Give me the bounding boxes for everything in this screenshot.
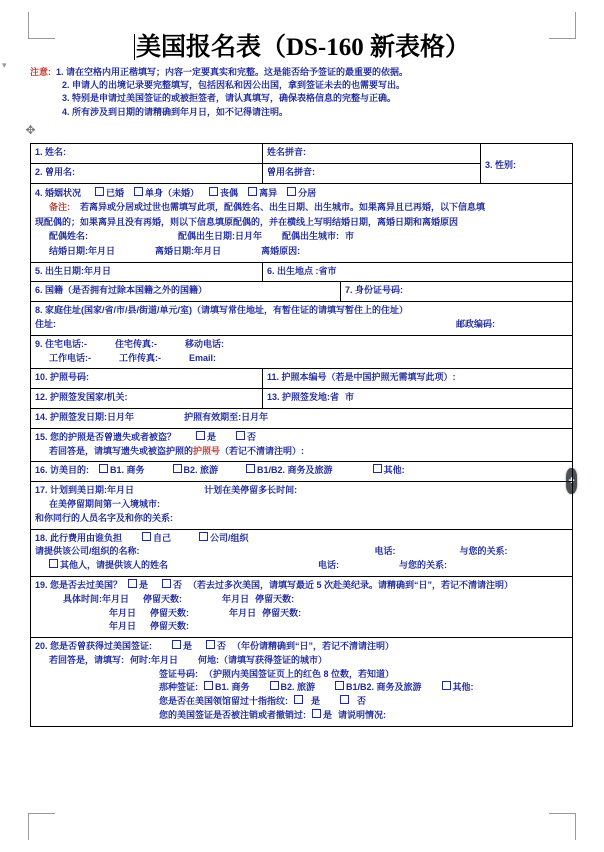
passport-lost-detail-line [35,445,568,459]
checkbox-married[interactable] [95,187,104,196]
u-v2d: 日 [240,593,250,604]
label-visa-no: 签证号码: [159,668,198,679]
label-companions: 和你同行的人员名字及和你的关系: [35,512,173,523]
spouse-line [35,229,568,244]
table-row-previous-visits [31,576,573,637]
cell-previous-visa[interactable] [31,638,573,727]
dash-2: - [154,338,158,349]
cell-issue-place[interactable] [263,389,573,409]
label-stay-4: 停留天数: [262,607,302,618]
option-visa-type-b1: B1. 商务 [215,682,250,693]
notice-item-3: 3. 特别是申请过美国签证的或被拒签者，请认真填写，确保表格信息的完整与正确。 [62,93,397,104]
cell-gender[interactable] [481,144,573,184]
label-marry-date: 结婚日期: [49,245,88,256]
label-address-title: 8. 家庭住址(国家/省/市/县/街道/单元/室)（请填写常住地址，有暂住证的请填写暂住上的住址） [35,305,409,316]
checkbox-purpose-b1[interactable] [99,464,108,473]
option-visa-type-other: 其他: [452,682,474,693]
label-first-city: 在美停留期间第一入境城市: [49,498,160,509]
label-marital: 4. 婚姻状况 [35,187,82,198]
label-stay-1: 停留天数: [143,593,183,604]
label-sponsor-q: 18. 此行费用由谁负担 [35,532,123,543]
option-divorced: 离异 [259,187,278,198]
u-v3m: 月 [118,607,128,618]
u-vy: 年 [151,654,161,665]
label-divorce-date: 离婚日期: [155,245,195,256]
label-other-phone: 电话: [318,560,340,571]
table-row-nationality [31,282,573,302]
option-visa-type-b2: B2. 旅游 [280,682,316,693]
sponsor-other-line [35,559,568,573]
label-company-relation: 与您的关系: [459,546,508,557]
cell-marital[interactable] [31,183,573,262]
checkbox-purpose-b1b2[interactable] [246,464,255,473]
label-spouse-name: 配偶姓名: [49,231,88,242]
cell-address[interactable] [31,302,573,336]
checkbox-visa-no[interactable] [206,640,215,649]
u-v3y: 年 [109,607,119,618]
option-lost-yes: 是 [207,431,217,442]
label-alias: 2. 曾用名: [35,166,76,177]
unit-marry-m: 月 [97,245,107,256]
table-row-passport-issue [31,389,573,409]
unit-issue-m: 月 [116,411,126,422]
select-arrow-icon: ▾ [2,60,7,70]
label-visa-where: 何地: [198,654,220,665]
option-widowed: 丧偶 [220,187,239,198]
unit-issue-y: 年 [125,411,135,422]
visit-record-line-3 [35,620,568,634]
table-row-previous-visa [31,638,573,727]
checkbox-visa-type-b1b2[interactable] [335,681,344,690]
option-fingerprint-no: 否 [357,696,367,707]
application-form-table [30,143,573,727]
table-row-marital [31,183,573,262]
option-purpose-b1b2: B1/B2. 商务及旅游 [257,465,333,476]
label-gender: 3. 性别: [485,160,517,170]
notice-item-1: 1. 请在空格内用正楷填写；内容一定要真实和完整。这是能否给予签证的最重要的依据。 [56,67,409,77]
u-v1m: 月 [111,593,121,604]
label-revoked-q: 您的美国签证是否被注销或者撤销过: [159,710,306,721]
u-v2y: 年 [222,593,232,604]
unit-city-spouse: 市 [345,231,355,242]
label-passport-book-no: 11. 护照本编号（若是中国护照无需填写此项）: [267,372,456,383]
label-explain: 请说明情况: [338,710,387,721]
u-v4y: 年 [229,607,239,618]
checkbox-revoked-yes[interactable] [312,709,321,718]
checkbox-purpose-other[interactable] [373,464,382,473]
option-visa-type-b1b2: B1/B2. 商务及旅游 [346,682,422,693]
u-v3d: 日 [127,607,137,618]
u-v4d: 日 [247,607,257,618]
page-title-text: 美国报名表（DS-160 新表格） [135,34,471,61]
cell-previous-visits[interactable] [31,576,573,637]
label-name-pinyin: 姓名拼音: [267,147,307,157]
unit-birth-d: 日 [102,265,112,276]
table-row-sponsor [31,529,573,576]
visa-number-line [35,668,568,682]
unit-issue-city: 市 [345,392,355,403]
marital-remark-line-2 [35,215,568,230]
label-visa-q: 20. 您是否曾获得过美国签证: [35,641,153,652]
label-visit-detail: 具体时间: [63,593,102,604]
table-row-purpose [31,462,573,482]
contact-line-1 [35,338,568,352]
table-row-contact [31,335,573,369]
remark-text-1: 若离异或分居或过世也需填写此项，配偶姓名、出生日期、出生城市。如果离异且已再婚，以下信息填 [80,202,486,213]
checkbox-sponsor-self[interactable] [142,532,151,541]
cell-name-pinyin[interactable] [263,144,481,164]
option-sponsor-other: 其他人，请提供该人的姓名 [60,560,169,571]
unit-province: 省 [318,265,328,276]
u-vd: 日 [169,654,179,665]
label-passport-no: 10. 护照号码: [35,372,90,383]
cell-id-number[interactable] [341,282,573,302]
unit-plan-y: 年 [107,485,117,496]
unit-issue-d: 日 [107,411,117,422]
page-title [0,27,604,63]
plus-handle-icon[interactable]: + [566,468,577,494]
label-spouse-city: 配偶出生城市: [282,231,340,242]
option-single: 单身（未婚） [145,187,200,198]
u-v5y: 年 [109,621,119,632]
label-stay-2: 停留天数: [255,593,295,604]
table-row-travel-plan [31,482,573,529]
checkbox-lost-no[interactable] [236,431,245,440]
label-purpose: 16. 访美目的: [35,465,90,476]
checkbox-visited-yes[interactable] [128,579,137,588]
margin-corner-bottom-left [28,813,55,840]
label-issue-date: 14. 护照签发日期: [35,411,108,422]
u-v4m: 月 [238,607,248,618]
cell-sponsor[interactable] [31,529,573,576]
label-visa-if-yes: 若回答是，请填写: [49,654,124,665]
cell-purpose[interactable] [31,462,573,482]
checkbox-fingerprint-no[interactable] [340,695,349,704]
u-v1d: 日 [120,593,130,604]
checkbox-visited-no[interactable] [162,579,171,588]
cell-name[interactable] [31,144,263,164]
visa-when-where-line [35,654,568,668]
label-stay-5: 停留天数: [150,621,190,632]
cell-nationality[interactable] [31,282,341,302]
u-v2m: 月 [231,593,241,604]
label-lost-passport-no: 护照号 [193,445,221,456]
unit-birth-y: 年 [84,265,94,276]
checkbox-widowed[interactable] [209,187,218,196]
first-city-line [35,498,568,512]
unit-issue-province: 省 [330,392,340,403]
u-v1y: 年 [102,593,112,604]
dash-4: - [158,352,161,363]
option-visa-yes: 是 [183,641,193,652]
unit-marry-y: 年 [88,245,98,256]
u-v5d: 日 [127,621,137,632]
label-company-name: 请提供该公司/组织的名称: [35,546,140,557]
unit-day-spouse: 日 [235,231,245,242]
option-purpose-other: 其他: [383,465,405,476]
checkbox-visa-type-b2[interactable] [270,681,279,690]
visa-type-line [35,681,568,695]
visit-record-line-1 [35,593,568,607]
cell-alias-pinyin[interactable] [263,163,481,183]
label-other-relation: 与您的关系: [399,560,448,571]
cell-birth-place[interactable] [263,262,573,282]
unit-div-m: 月 [203,245,213,256]
table-row-birth [31,262,573,282]
label-nationality: 6. 国籍（是否拥有过除本国籍之外的国籍） [35,285,208,296]
unit-exp-m: 月 [250,411,260,422]
label-mobile: 移动电话: [185,338,225,349]
label-lost-sub-b: （若记不清请注明）: [220,445,305,456]
label-stay-3: 停留天数: [150,607,190,618]
option-visa-no: 否 [217,641,227,652]
unit-plan-d: 日 [125,485,135,496]
fingerprint-line [35,695,568,709]
remark-text-2: 现配偶的；如果离异且没有再婚，则以下信息填原配偶的，并在横线上写明结婚日期，离婚日期和离婚原因 [35,216,459,227]
visa-revoked-line [35,709,568,723]
checkbox-sponsor-company[interactable] [199,532,208,541]
cell-birth-date[interactable] [31,262,263,282]
label-plan-date: 17. 计划到美日期: [35,485,108,496]
checkbox-fingerprint-yes[interactable] [294,695,303,704]
address-fields-line [35,318,568,332]
sponsor-company-line [35,545,568,559]
unit-city: 市 [327,265,337,276]
notice-block [30,66,574,119]
checkbox-separated[interactable] [287,187,296,196]
label-visa-type: 那种签证: [159,682,198,693]
unit-exp-y: 年 [259,411,269,422]
marital-remark-line-1 [35,200,568,215]
cell-passport-dates[interactable] [31,408,573,428]
label-work-phone: 工作电话: [49,352,88,363]
note-visited: （若去过多次美国，请填写最近 5 次赴美纪录。请精确到“日”，若记不清请注明） [188,579,514,590]
option-purpose-b1: B1. 商务 [110,465,145,476]
unit-year-spouse: 年 [253,231,263,242]
marital-options-line [35,186,568,201]
label-email: Email: [189,352,217,363]
cell-alias[interactable] [31,163,263,183]
label-issue-country: 12. 护照签发国家/机关: [35,392,128,403]
travel-date-line [35,484,568,498]
label-name: 1. 姓名: [35,147,67,157]
label-lost-sub-a: 若回答是，请填写遗失或被盗护照的 [49,445,194,456]
unit-exp-d: 日 [241,411,251,422]
unit-div-d: 日 [212,245,222,256]
option-married: 已婚 [106,187,125,198]
address-title-line [35,304,568,318]
table-row-passport-lost [31,428,573,462]
label-address: 住址: [35,318,56,329]
cell-issue-country[interactable] [31,389,263,409]
checkbox-purpose-b2[interactable] [173,464,182,473]
checkbox-visa-type-b1[interactable] [204,681,213,690]
option-purpose-b2: B2. 旅游 [183,465,219,476]
label-divorce-reason: 离婚原因: [261,245,301,256]
note-visa: （年份请精确到“日”，若记不清请注明） [232,641,395,652]
margin-corner-bottom-right [549,813,576,840]
checkbox-single[interactable] [134,187,143,196]
u-v5m: 月 [118,621,128,632]
previous-visa-question-line [35,640,568,654]
option-sponsor-company: 公司/组织 [210,532,249,543]
option-sponsor-self: 自己 [153,532,172,543]
checkbox-divorced[interactable] [248,187,257,196]
option-fingerprint-yes: 是 [311,696,321,707]
table-move-handle-icon[interactable]: ✥ [25,123,36,137]
checkbox-lost-yes[interactable] [196,431,205,440]
label-passport-lost-q: 15. 您的护照是否曾遗失或者被盗？ [35,431,177,442]
table-row-name [31,144,573,164]
label-alias-pinyin: 曾用名拼音: [267,166,316,177]
dash-1: - [84,338,88,349]
option-revoked-yes: 是 [323,710,333,721]
label-work-fax: 工作传真: [119,352,158,363]
unit-month-spouse: 月 [244,231,254,242]
label-home-fax: 住宅传真: [115,338,155,349]
table-row-passport-number [31,369,573,389]
option-lost-no: 否 [247,431,257,442]
checkbox-visa-type-other[interactable] [442,681,451,690]
companions-line [35,512,568,526]
label-postcode: 邮政编码: [456,318,495,329]
dash-3: - [88,352,91,363]
label-id-number: 7. 身份证号码: [345,285,404,296]
option-separated: 分居 [298,187,317,198]
table-row-address [31,302,573,336]
sponsor-question-line [35,532,568,546]
u-vm: 月 [160,654,170,665]
notice-item-2: 2. 申请人的出境记录要完整填写，包括因私和因公出国，拿到签证未去的也需要写出。 [62,80,406,91]
checkbox-sponsor-other[interactable] [49,559,58,568]
cell-passport-lost[interactable] [31,428,573,462]
unit-div-y: 年 [194,245,204,256]
contact-line-2 [35,352,568,366]
marriage-dates-line [35,244,568,259]
label-fingerprint-q: 您是否在美国领馆留过十指指纹: [159,696,288,707]
label-birth-date: 5. 出生日期: [35,265,85,276]
label-birth-place: 6. 出生地点 : [267,265,319,276]
notice-item-4: 4. 所有涉及到日期的请精确到年月日，如不记得请注明。 [62,106,289,117]
label-expiry: 护照有效期至: [184,411,242,422]
label-spouse-birth: 配偶出生日期: [178,231,235,242]
option-visited-no: 否 [173,579,183,590]
remark-label: 备注: [49,202,70,213]
previous-visit-question-line [35,579,568,593]
text-caret [134,34,135,60]
cell-passport-no[interactable] [31,369,263,389]
label-visited-q: 19. 您是否去过美国？ [35,579,123,590]
note-visa-no: （护照内美国签证页上的红色 8 位数，若知道） [204,668,395,679]
notice-label: 注意: [30,67,51,77]
note-visa-where: （请填写获得签证的城市） [219,654,328,665]
visit-record-line-2 [35,607,568,621]
unit-birth-m: 月 [93,265,103,276]
label-issue-place: 13. 护照签发地: [267,392,331,403]
unit-plan-m: 月 [116,485,126,496]
label-duration: 计划在美停留多长时间: [204,485,298,496]
option-visited-yes: 是 [139,579,149,590]
checkbox-visa-yes[interactable] [172,640,181,649]
label-visa-when: 何时: [130,654,151,665]
label-home-phone: 9. 住宅电话: [35,338,85,349]
passport-lost-question-line [35,431,568,445]
label-company-phone: 电话: [374,546,396,557]
cell-travel-plan[interactable] [31,482,573,529]
table-row-passport-dates [31,408,573,428]
unit-marry-d: 日 [106,245,116,256]
cell-passport-book-no[interactable] [263,369,573,389]
cell-contact[interactable] [31,335,573,369]
